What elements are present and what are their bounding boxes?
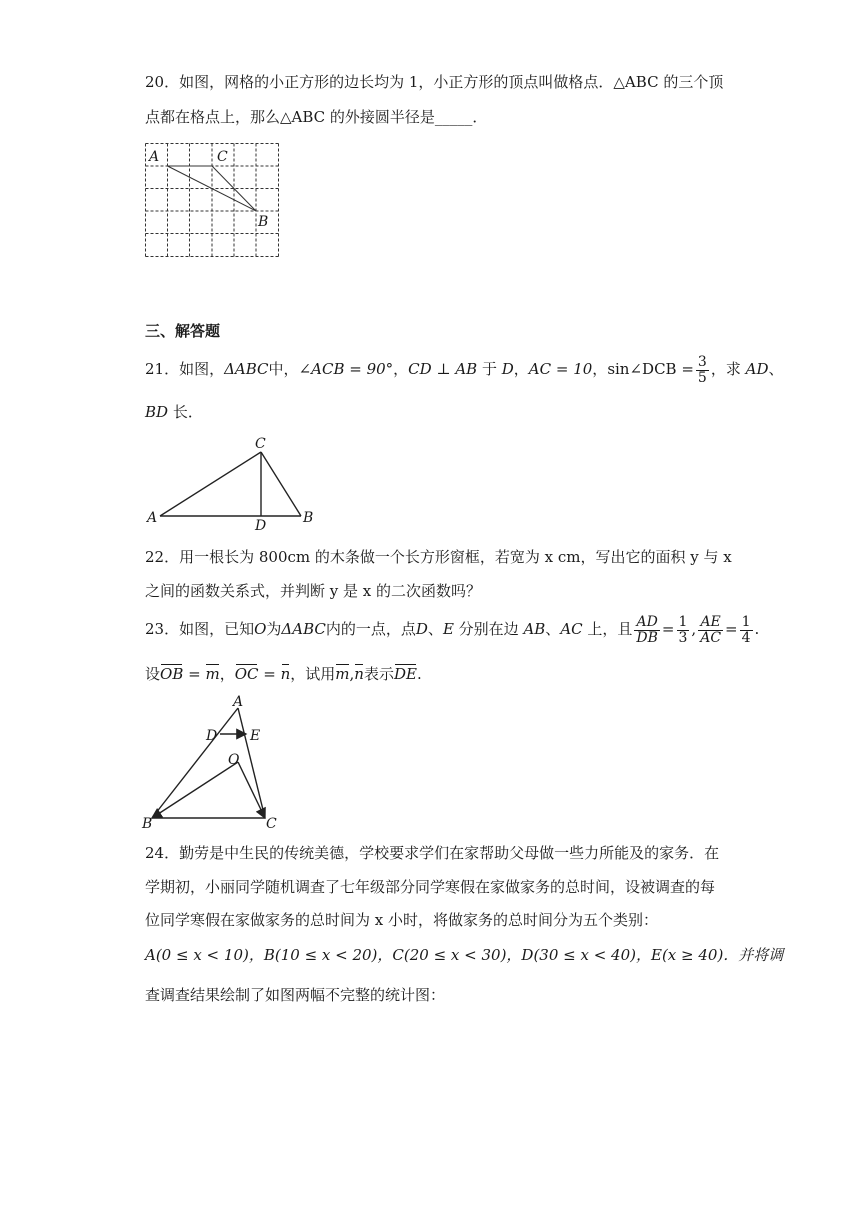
q21-label-a: A: [147, 510, 158, 526]
q20-label-b: B: [258, 214, 269, 230]
q23-label-a: A: [233, 694, 244, 710]
q21-triangle-figure: [145, 432, 325, 532]
q20-text-line-2: 点都在格点上，那么△ABC 的外接圆半径是_____．: [145, 108, 488, 126]
q20-label-a: A: [149, 149, 160, 165]
q23-text-line-2: 设OB = m，OC = n，试用m,n表示DE.: [145, 665, 422, 683]
q20-grid-figure: [145, 143, 279, 257]
q21-label-d: D: [255, 518, 267, 534]
q21-fraction: $\frac{3}{5}$: [697, 353, 707, 386]
q23-triangle-figure: [140, 694, 290, 832]
q22-text-line-1: 22．用一根长为 800cm 的木条做一个长方形窗框，若宽为 x cm，写出它的面积 y 与 x: [145, 548, 732, 566]
q23-label-o: O: [228, 752, 240, 768]
q24-text-line-3: 位同学寒假在家做家务的总时间为 x 小时，将做家务的总时间分为五个类别：: [145, 911, 658, 929]
q23-label-d: D: [206, 728, 218, 744]
q24-text-line-1: 24．勤劳是中生民的传统美德，学校要求学们在家帮助父母做一些力所能及的家务．在: [145, 844, 720, 862]
q21-label-b: B: [303, 510, 314, 526]
q22-text-line-2: 之间的函数关系式，并判断 y 是 x 的二次函数吗？: [145, 582, 482, 600]
q20-label-c: C: [217, 149, 228, 165]
q24-text-line-5: 查调查结果绘制了如图两幅不完整的统计图：: [145, 986, 446, 1004]
q20-text-line-1: 20．如图，网格的小正方形的边长均为 1，小正方形的顶点叫做格点．△ABC 的三个顶: [145, 73, 724, 91]
section-heading: 三、解答题: [145, 322, 221, 340]
q23-label-c: C: [266, 816, 277, 832]
q23-label-b: B: [142, 816, 153, 832]
q24-text-line-2: 学期初，小丽同学随机调查了七年级部分同学寒假在家做家务的总时间，设被调查的每: [145, 878, 716, 896]
q21-text-line-1: 21．如图，ΔABC中，∠ACB = 90°，CD ⊥ AB 于 D，AC = 10，sin∠DCB = $\frac{3}{5}$ ，求 AD、: [145, 353, 784, 386]
q21-text-line-2: BD 长．: [145, 403, 203, 421]
grid-lines: [146, 144, 279, 257]
q21-label-c: C: [255, 436, 266, 452]
q23-label-e: E: [250, 728, 261, 744]
q23-text-line-1: 23．如图，已知O为ΔABC内的一点，点D、E 分别在边 AB、AC 上，且 $\frac{AD}{DB}$ = $\frac{1}{3}$ , $\frac{AE}{AC}$ = $\frac{1}{4}$ .: [145, 613, 760, 646]
q24-text-line-4: A(0 ≤ x < 10)，B(10 ≤ x < 20)，C(20 ≤ x < 30)，D(30 ≤ x < 40)，E(x ≥ 40)．并将调: [145, 946, 784, 964]
